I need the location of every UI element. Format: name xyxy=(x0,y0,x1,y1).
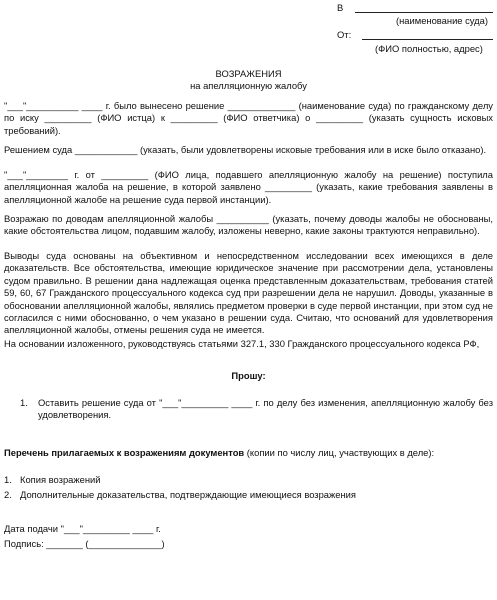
sender-hint: (ФИО полностью, адрес) xyxy=(375,43,483,54)
paragraph-objection: Возражаю по доводам апелляционной жалобы __________ (указать, почему доводы жалобы не обоснованы, какие обстоятельства лицом, подавшим жалобу, изложены неверно, какие законы трактуются неправильно). xyxy=(4,213,493,237)
recipient-prefix: В xyxy=(337,2,344,13)
document-subtitle: на апелляционную жалобу xyxy=(190,80,307,91)
paragraph-appeal-filed: "___"________ г. от _________ (ФИО лица, подавшего апелляционную жалобу на решение) поступила апелляционная жалоба на решение, в которой заявлено _________ (указать, какие требования заявлены в апелляционной жалобе на решение суда первой инстанции). xyxy=(4,169,493,205)
paragraph-court-findings: Выводы суда основаны на объективном и непосредственном исследовании всех имеющихся в деле доказательств. Все обстоятельства, имеющие юридическое значение при рассмотрении дела, установлены судом правильно. В решении дана надлежащая оценка представленным доказательствам, требования статей 59, 60, 67 Гражданского процессуального кодекса суд при разрешении дела не нарушил. Доводы, указанные в обосновании апелляционной жалобы, являлись предметом проверки в суде первой инстанции, при этом суд не согласился с ними обоснованно, о чем указано в решении суда. Считаю, что оснований для удовлетворения апелляционной жалобы, отмены решения суда не имеется. xyxy=(4,250,493,336)
filing-date-line: Дата подачи "___"_________ ____ г. xyxy=(4,523,161,534)
recipient-line xyxy=(355,12,493,13)
request-heading: Прошу: xyxy=(231,370,266,381)
attachments-heading xyxy=(4,447,493,459)
attachment-number: 1. xyxy=(4,474,12,485)
request-item-number: 1. xyxy=(20,397,28,408)
sender-prefix: От: xyxy=(337,29,352,40)
recipient-hint: (наименование суда) xyxy=(396,15,488,26)
paragraph-ruling: Решением суда ____________ (указать, были удовлетворены исковые требования или в иске было отказано). xyxy=(4,144,487,155)
paragraph-legal-basis: На основании изложенного, руководствуясь статьями 327.1, 330 Гражданского процессуального кодекса РФ, xyxy=(4,338,480,349)
paragraph-decision: "___"__________ ____ г. было вынесено решение _____________ (наименование суда) по гражданскому делу по иску _________ (ФИО истца) к _________ (ФИО ответчика) о _________ (указать сущность исковых требований). xyxy=(4,100,493,136)
attachment-item: Копия возражений xyxy=(20,474,101,485)
attachments-heading-note: (копии по числу лиц, участвующих в деле): xyxy=(244,447,435,458)
signature-line: Подпись: _______ (______________) xyxy=(4,538,165,549)
document-title: ВОЗРАЖЕНИЯ xyxy=(215,68,282,79)
attachment-item: Дополнительные доказательства, подтверждающие имеющиеся возражения xyxy=(20,489,357,500)
attachment-number: 2. xyxy=(4,489,12,500)
request-item-text: Оставить решение суда от "___"_________ ____ г. по делу без изменения, апелляционную жалобу без удовлетворения. xyxy=(38,397,493,421)
sender-line xyxy=(362,39,493,40)
attachments-heading-bold: Перечень прилагаемых к возражениям документов xyxy=(4,447,245,458)
